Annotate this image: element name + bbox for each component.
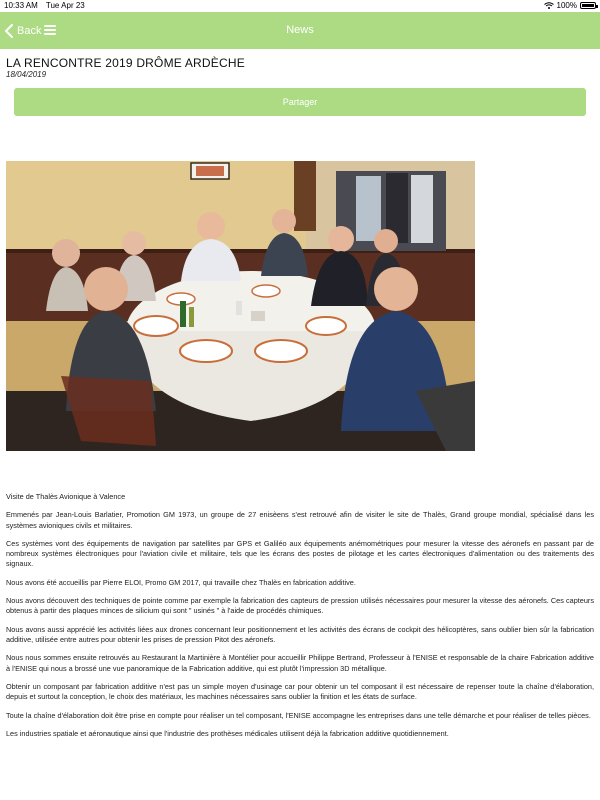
status-bar [0, 0, 600, 12]
article-title: LA RENCONTRE 2019 DRÔME ARDÈCHE [6, 56, 245, 70]
hamburger-menu-icon[interactable] [44, 25, 56, 35]
status-time: 10:33 AM [4, 1, 38, 10]
group-photo-illustration [6, 161, 475, 451]
article-paragraph: Nous avons découvert des techniques de pointe comme par exemple la fabrication des capteurs de pression utilisés nécessaires pour mesurer la vitesse des aéronefs. Ces capteurs obtenus à partir des plaques minces de silicium qui sont " usinés " à l'aide de procédés chimiques. [6, 596, 594, 616]
article-paragraph: Nous avons été accueillis par Pierre ELOI, Promo GM 2017, qui travaille chez Thalès en fabrication additive. [6, 577, 356, 587]
article-photo [6, 161, 475, 451]
back-button[interactable] [4, 12, 41, 49]
article-paragraph: Nous nous sommes ensuite retrouvés au Restaurant la Martinière à Montélier pour accueillir Philippe Bertrand, Professeur à l'ENISE et responsable de la chaire Fabrication additive à l'ENISE qui nous a brossé une vue panoramique de la Fabrication additive, qui est plutôt l'impression 3D métallique. [6, 653, 594, 673]
wifi-icon [544, 2, 554, 9]
share-button[interactable]: Partager [14, 88, 586, 116]
status-left [4, 1, 91, 10]
article-date: 18/04/2019 [6, 70, 47, 79]
article-paragraph: Les industries spatiale et aéronautique ainsi que l'industrie des prothèses médicales utilisent déjà la fabrication additive quotidiennement. [6, 728, 449, 738]
article-paragraph: Obtenir un composant par fabrication additive n'est pas un simple moyen d'usinage car pour obtenir un tel composant il est nécessaire de repenser toute la chaîne d'élaboration, depuis et surtout la conception, le choix des matériaux, les machines nécessaires sans oublier la finition et les états de surface. [6, 681, 594, 702]
article-paragraph: Emmenés par Jean-Louis Barlatier, Promotion GM 1973, un groupe de 27 enisèens s'est retrouvé afin de visiter le site de Thalès, Grand groupe mondial, spécialisé dans les systèmes avioniques civils et militaires. [6, 510, 594, 530]
battery-percent: 100% [556, 1, 577, 10]
nav-title: News [286, 24, 314, 36]
status-right [544, 1, 596, 10]
chevron-left-icon [4, 24, 14, 38]
article-body [6, 492, 594, 747]
article-paragraph: Visite de Thalès Avionique à Valence [6, 492, 126, 501]
back-label: Back [17, 24, 42, 37]
article-paragraph: Ces systèmes vont des équipements de navigation par satellites par GPS et Galiléo aux équipements anémométriques pour mesurer la vitesse des aéronefs en passant par de nombreux systèmes électroniques pour l'aviation civile et militaire, tels que les écrans des postes de pilotage et les cartes électroniques d'alimentation ou des traitements des signaux. [6, 538, 594, 569]
status-date: Tue Apr 23 [45, 1, 85, 10]
article-paragraph: Toute la chaîne d'élaboration doit être prise en compte pour réaliser un tel composant, l'ENISE accompagne les entreprises dans une telle démarche et pour réaliser de telles pièces. [6, 710, 591, 720]
battery-icon [580, 2, 596, 9]
nav-bar [0, 12, 600, 49]
article-paragraph: Nous avons aussi apprécié les activités liées aux drones concernant leur positionnement et les activités des écrans de cockpit des hélicoptères, sans oublier bien sûr la fabrication additive, utilisée entre autres pour obtenir les prises de pression Pitot des aéronefs. [6, 624, 594, 644]
